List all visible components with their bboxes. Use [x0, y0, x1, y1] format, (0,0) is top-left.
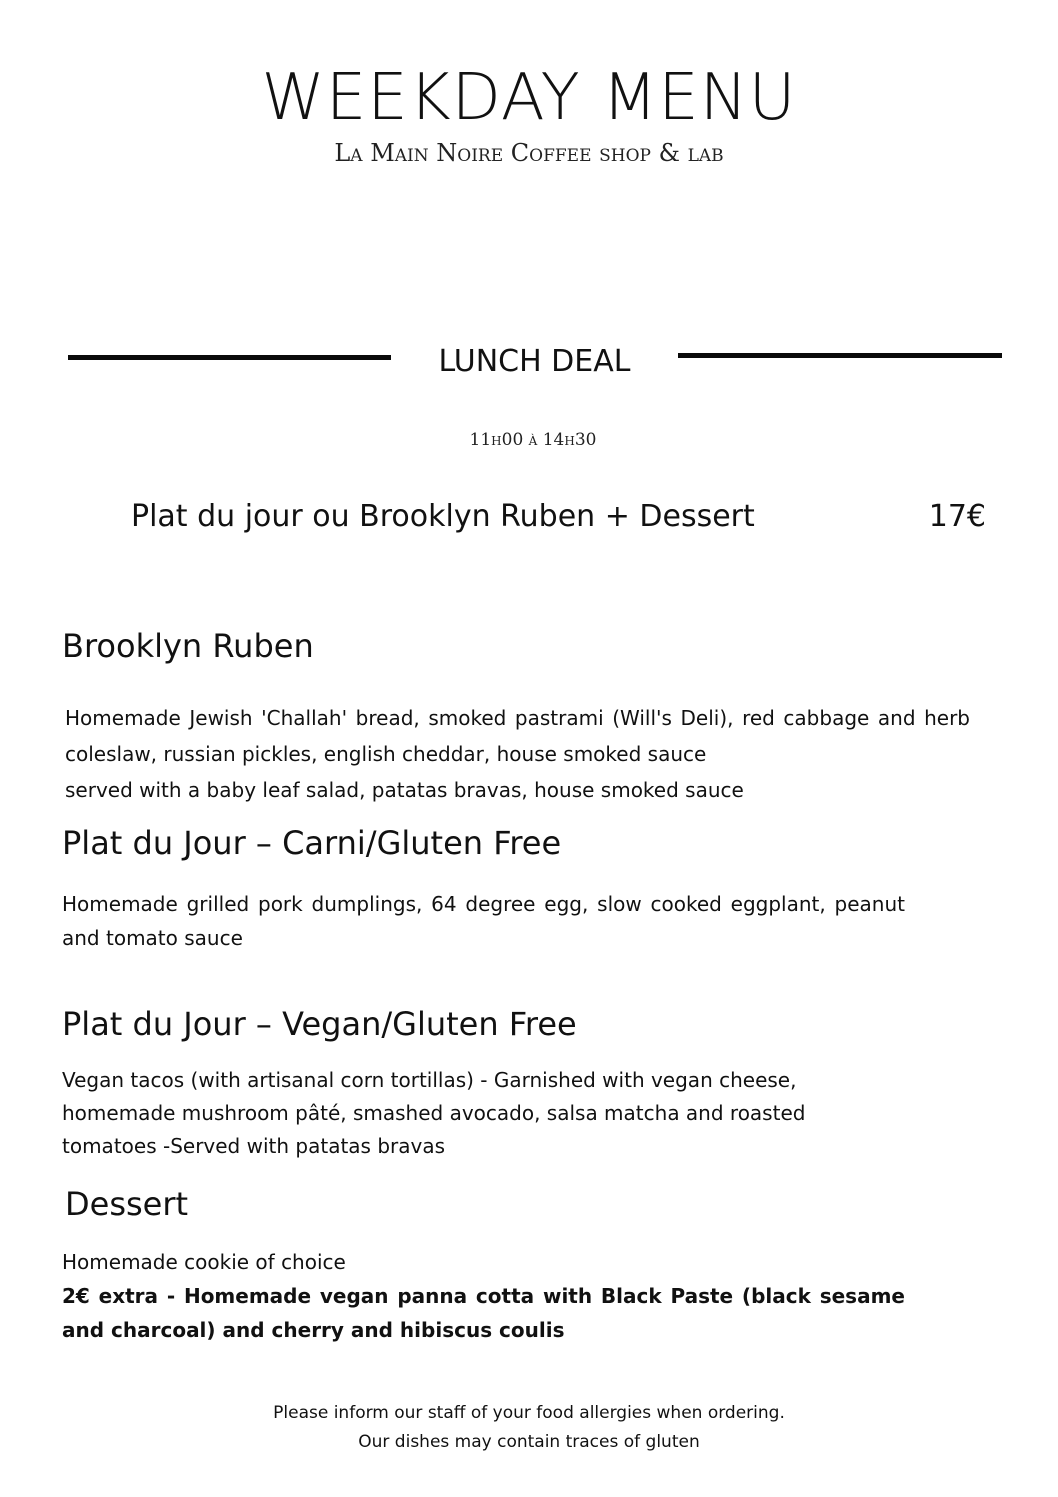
dish-title-dessert: Dessert — [65, 1185, 189, 1223]
vegan-text: Vegan tacos (with artisanal corn tortillas) - Garnished with vegan cheese, homemade mushroom pâté, smashed avocado, salsa matcha and roasted tomatoes -Served with patatas bravas — [62, 1068, 806, 1158]
dish-description-carni — [62, 887, 905, 955]
dish-description-brooklyn — [65, 700, 970, 808]
deal-price: 17€ — [928, 499, 986, 534]
brooklyn-sides: served with a baby leaf salad, patatas bravas, house smoked sauce — [65, 778, 744, 802]
lunch-hours: 11h00 à 14h30 — [469, 430, 597, 450]
carni-text: Homemade grilled pork dumplings, 64 degree egg, slow cooked eggplant, peanut and tomato sauce — [62, 892, 905, 950]
deal-offer: Plat du jour ou Brooklyn Ruben + Dessert — [131, 499, 755, 534]
dessert-panna-cotta: 2€ extra - Homemade vegan panna cotta with Black Paste (black sesame and charcoal) and cherry and hibiscus coulis — [62, 1284, 905, 1342]
dish-title-carni: Plat du Jour – Carni/Gluten Free — [62, 824, 562, 862]
dish-description-vegan — [62, 1064, 905, 1163]
brooklyn-ingredients: Homemade Jewish 'Challah' bread, smoked pastrami (Will's Deli), red cabbage and herb coleslaw, russian pickles, english cheddar, house smoked sauce — [65, 706, 970, 766]
divider-left — [68, 355, 391, 360]
gluten-notice: Our dishes may contain traces of gluten — [358, 1432, 700, 1452]
divider-right — [678, 353, 1002, 358]
lunch-deal-heading: LUNCH DEAL — [438, 344, 631, 379]
dessert-cookie: Homemade cookie of choice — [62, 1250, 346, 1274]
dish-title-brooklyn: Brooklyn Ruben — [62, 627, 314, 665]
menu-title: WEEKDAY MENU — [261, 61, 797, 135]
shop-subtitle: La Main Noire Coffee shop & lab — [334, 139, 724, 167]
allergy-notice: Please inform our staff of your food allergies when ordering. — [273, 1403, 785, 1423]
dish-title-vegan: Plat du Jour – Vegan/Gluten Free — [62, 1005, 577, 1043]
dish-description-dessert — [62, 1245, 905, 1347]
